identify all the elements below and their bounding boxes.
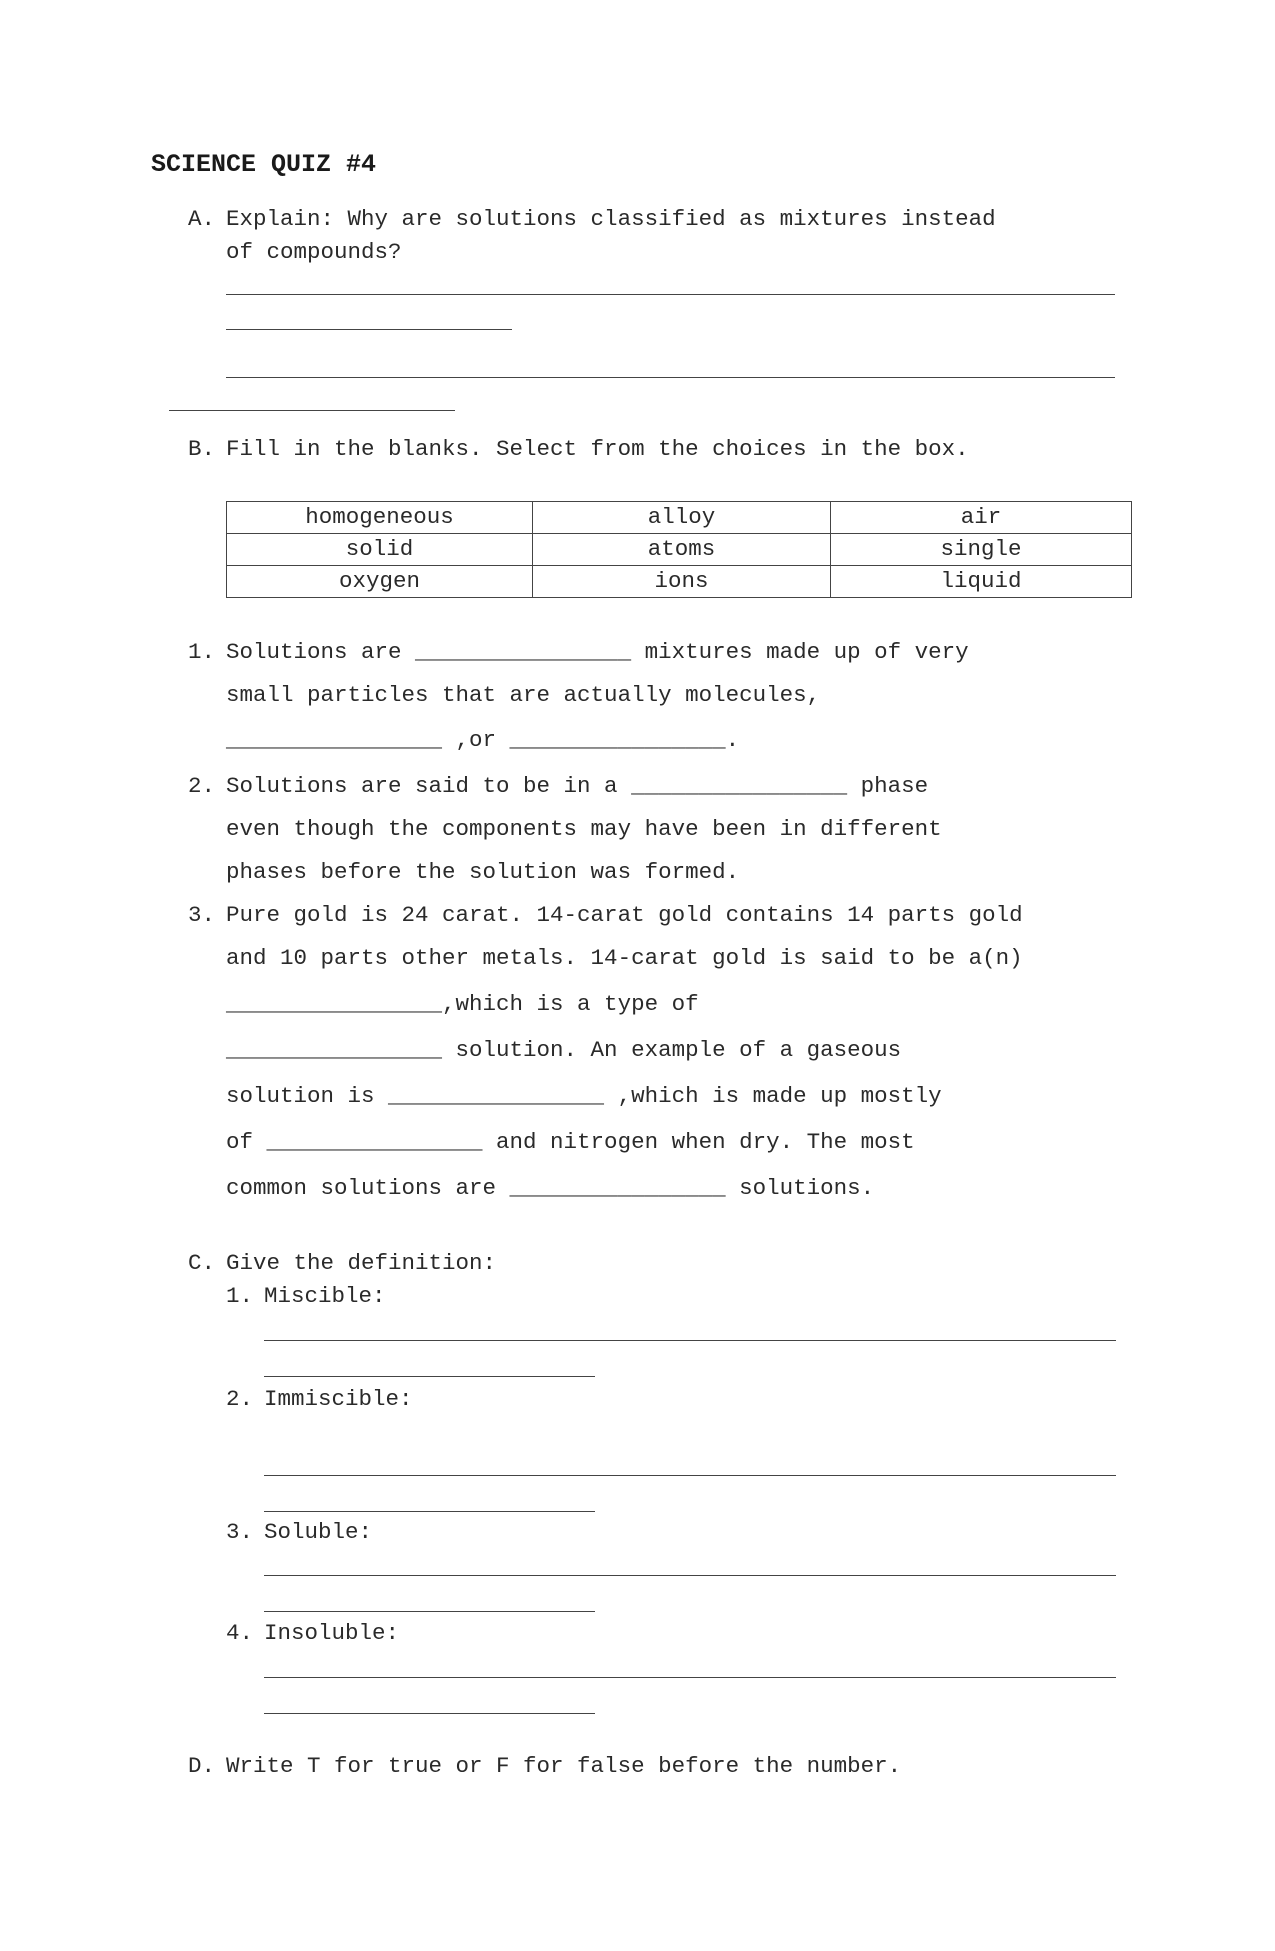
definition-number: 1.: [226, 1283, 254, 1309]
item-number: 3.: [188, 902, 216, 928]
choices-box: [226, 501, 1132, 598]
item-text-line: phases before the solution was formed.: [226, 859, 740, 885]
choice-cell: solid: [227, 534, 533, 566]
item-text-line: of ________________ and nitrogen when dry. The most: [226, 1129, 915, 1155]
answer-line[interactable]: [264, 1713, 595, 1714]
definition-number: 4.: [226, 1620, 254, 1646]
answer-line[interactable]: [226, 294, 1115, 295]
answer-line[interactable]: [226, 329, 512, 330]
answer-line[interactable]: [264, 1575, 1116, 1576]
choice-cell: single: [831, 534, 1132, 566]
choice-cell: air: [831, 502, 1132, 534]
item-number: 1.: [188, 639, 216, 665]
definition-term: Immiscible:: [264, 1386, 413, 1412]
section-d-marker: D.: [188, 1753, 216, 1779]
choice-cell: oxygen: [227, 566, 533, 598]
item-text-line: solution is ________________ ,which is made up mostly: [226, 1083, 942, 1109]
item-text-line: small particles that are actually molecules,: [226, 682, 821, 708]
section-c-marker: C.: [188, 1250, 216, 1276]
choices-row: [227, 534, 1132, 566]
item-text-line: ________________ solution. An example of a gaseous: [226, 1037, 902, 1063]
answer-line[interactable]: [264, 1475, 1116, 1476]
choice-cell: ions: [533, 566, 831, 598]
section-d-instruction: Write T for true or F for false before the number.: [226, 1753, 902, 1779]
section-a-question-line-1: Explain: Why are solutions classified as mixtures instead: [226, 206, 996, 232]
answer-line[interactable]: [169, 410, 455, 411]
item-text-line: and 10 parts other metals. 14-carat gold is said to be a(n): [226, 945, 1023, 971]
definition-number: 3.: [226, 1519, 254, 1545]
choice-cell: liquid: [831, 566, 1132, 598]
item-text-line: even though the components may have been in different: [226, 816, 942, 842]
item-text-line: Solutions are ________________ mixtures made up of very: [226, 639, 969, 665]
section-b-instruction: Fill in the blanks. Select from the choices in the box.: [226, 436, 969, 462]
section-a-marker: A.: [188, 206, 216, 232]
choice-cell: homogeneous: [227, 502, 533, 534]
definition-term: Miscible:: [264, 1283, 386, 1309]
choice-cell: atoms: [533, 534, 831, 566]
definition-term: Soluble:: [264, 1519, 373, 1545]
item-text-line: Solutions are said to be in a ________________ phase: [226, 773, 929, 799]
item-text-line: ________________ ,or ________________.: [226, 727, 740, 753]
quiz-title: SCIENCE QUIZ #4: [151, 150, 377, 179]
definition-number: 2.: [226, 1386, 254, 1412]
choice-cell: alloy: [533, 502, 831, 534]
item-text-line: ________________,which is a type of: [226, 991, 699, 1017]
item-number: 2.: [188, 773, 216, 799]
definition-term: Insoluble:: [264, 1620, 400, 1646]
answer-line[interactable]: [264, 1677, 1116, 1678]
choices-row: [227, 566, 1132, 598]
choices-row: [227, 502, 1132, 534]
answer-line[interactable]: [264, 1611, 595, 1612]
answer-line[interactable]: [264, 1511, 595, 1512]
answer-line[interactable]: [226, 377, 1115, 378]
answer-line[interactable]: [264, 1376, 595, 1377]
section-b-marker: B.: [188, 436, 216, 462]
answer-line[interactable]: [264, 1340, 1116, 1341]
item-text-line: Pure gold is 24 carat. 14-carat gold contains 14 parts gold: [226, 902, 1023, 928]
section-c-instruction: Give the definition:: [226, 1250, 497, 1276]
section-a-question-line-2: of compounds?: [226, 239, 402, 265]
item-text-line: common solutions are ________________ solutions.: [226, 1175, 875, 1201]
